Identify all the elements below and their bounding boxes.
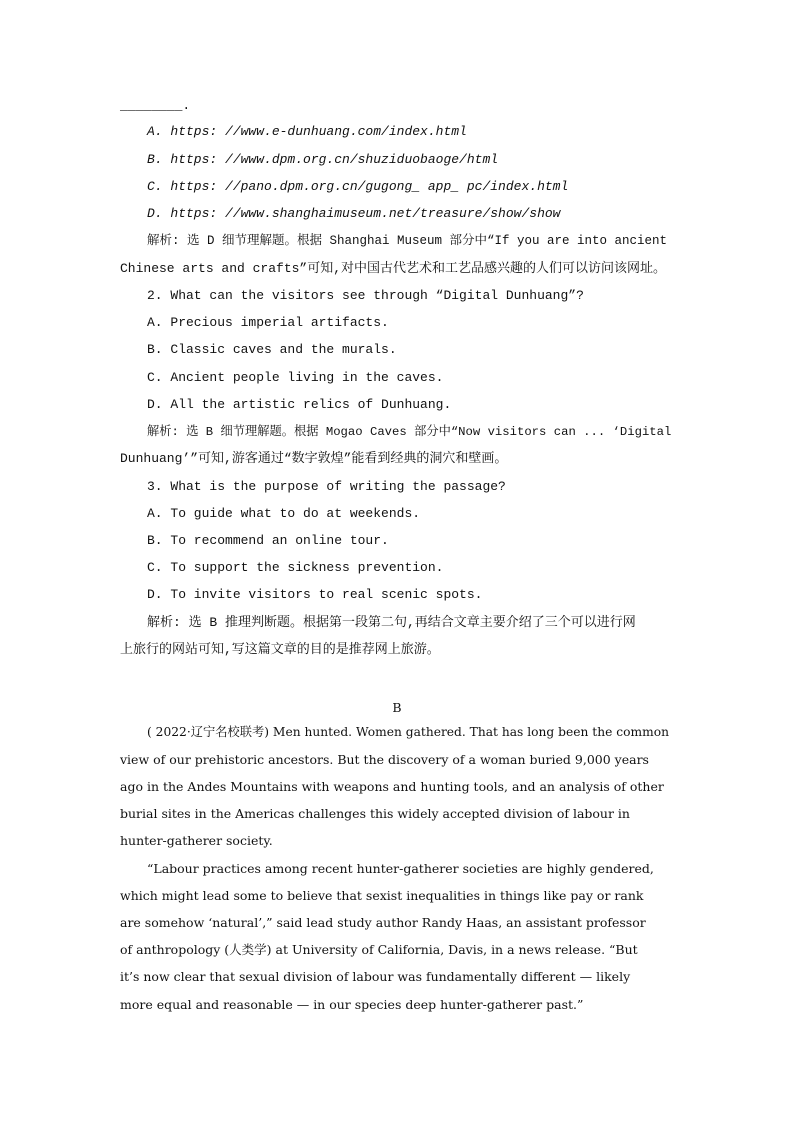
q3-analysis-line-2: 上旅行的网站可知,写这篇文章的目的是推荐网上旅游。 [120,642,440,657]
q2-option-b: B. Classic caves and the murals. [147,342,397,357]
para1-line-2: view of our prehistoric ancestors. But the discovery of a woman buried 9,000 years [120,752,649,767]
q2-option-a: A. Precious imperial artifacts. [147,315,389,330]
para2-line-4: of anthropology (人类学) at University of California, Davis, in a news release. “But [120,942,638,957]
q2-analysis-line-1: 解析: 选 B 细节理解题。根据 Mogao Caves 部分中“Now visitors can ... ‘Digital [147,425,672,439]
q1-option-d: D. https: //www.shanghaimuseum.net/treasure/show/show [147,206,561,221]
para2-line-3: are somehow ‘natural’,” said lead study author Randy Haas, an assistant professor [120,915,646,930]
q1-option-c: C. https: //pano.dpm.org.cn/gugong_ app_ pc/index.html [147,179,569,194]
para1-line-1: ( 2022·辽宁名校联考) Men hunted. Women gathered. That has long been the common [147,725,669,739]
q1-analysis-line-2: Chinese arts and crafts”可知,对中国古代艺术和工艺品感兴趣的人们可以访问该网址。 [120,261,667,276]
q1-analysis-line-1: 解析: 选 D 细节理解题。根据 Shanghai Museum 部分中“If you are into ancient [147,234,668,248]
answer-blank: ________. [120,98,191,113]
para2-line-6: more equal and reasonable — in our species deep hunter-gatherer past.” [120,997,584,1012]
para2-line-1: “Labour practices among recent hunter-gatherer societies are highly gendered, [147,861,654,876]
section-heading: B [392,700,402,715]
para1-line-5: hunter-gatherer society. [120,833,273,848]
para2-line-5: it’s now clear that sexual division of labour was fundamentally different — likely [120,969,631,984]
q2-option-d: D. All the artistic relics of Dunhuang. [147,397,452,412]
q3-option-d: D. To invite visitors to real scenic spots. [147,587,483,602]
q3-question: 3. What is the purpose of writing the passage? [147,479,506,494]
para2-line-2: which might lead some to believe that sexist inequalities in things like pay or rank [120,888,644,903]
para1-line-3: ago in the Andes Mountains with weapons and hunting tools, and an analysis of other [120,779,664,794]
para1-line-4: burial sites in the Americas challenges this widely accepted division of labour in [120,806,630,821]
q3-option-b: B. To recommend an online tour. [147,533,389,548]
q1-option-b: B. https: //www.dpm.org.cn/shuziduobaoge/html [147,152,499,167]
q2-option-c: C. Ancient people living in the caves. [147,370,444,385]
q2-question: 2. What can the visitors see through “Digital Dunhuang”? [147,288,584,303]
q3-option-a: A. To guide what to do at weekends. [147,506,421,521]
q1-option-a: A. https: //www.e-dunhuang.com/index.html [147,124,467,139]
q3-option-c: C. To support the sickness prevention. [147,560,444,575]
q3-analysis-line-1: 解析: 选 B 推理判断题。根据第一段第二句,再结合文章主要介绍了三个可以进行网 [147,615,636,630]
q2-analysis-line-2: Dunhuang’”可知,游客通过“数字敦煌”能看到经典的洞穴和壁画。 [120,451,508,466]
